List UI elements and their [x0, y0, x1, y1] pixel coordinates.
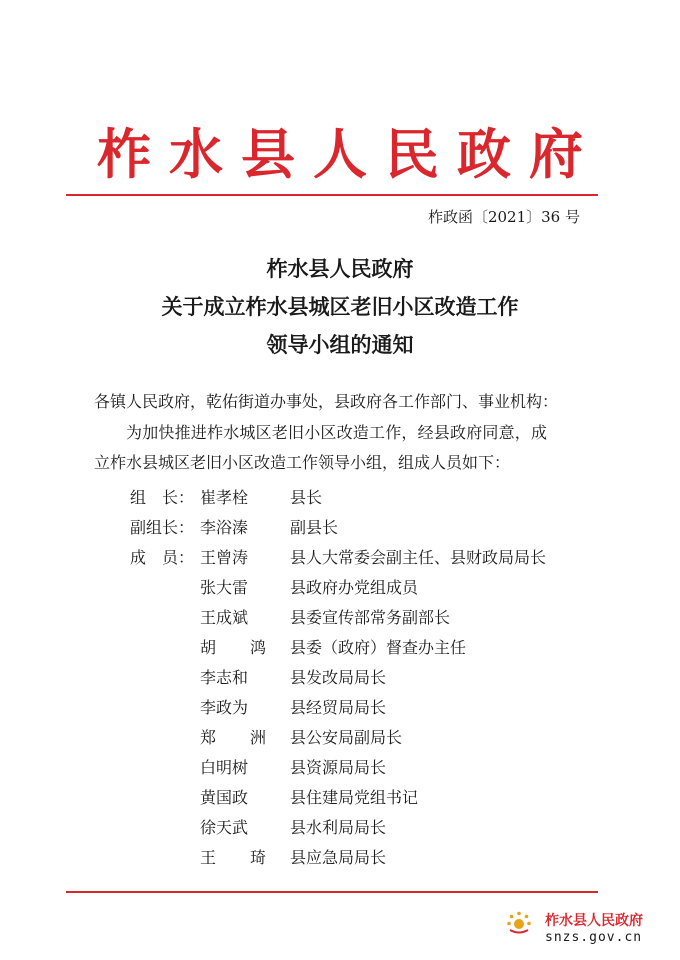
doc-title-line-1: 柞水县人民政府 — [266, 256, 414, 281]
document-number: 柞政函〔2021〕36 号 — [427, 208, 580, 226]
salutation: 各镇人民政府，乾佑街道办事处，县政府各工作部门、事业机构： — [94, 392, 559, 411]
member-post: 县资源局局长 — [290, 758, 387, 777]
member-post: 县公安局副局长 — [290, 728, 403, 747]
member-name: 黄国政 — [200, 788, 249, 807]
member-name: 王成斌 — [200, 608, 249, 627]
footer-site-url[interactable]: snzs.gov.cn — [545, 930, 643, 945]
member-post: 县水利局局长 — [290, 818, 387, 837]
member-post: 县应急局局长 — [290, 848, 387, 867]
member-post: 县长 — [290, 488, 323, 507]
member-post: 县发改局局长 — [290, 668, 387, 687]
member-name: 王曾涛 — [200, 548, 249, 567]
member-name: 张大雷 — [200, 578, 249, 597]
member-post: 县人大常委会副主任、县财政局局长 — [290, 548, 547, 567]
member-post: 县委宣传部常务副部长 — [290, 608, 451, 627]
body-line-2: 立柞水县城区老旧小区改造工作领导小组，组成人员如下： — [94, 453, 511, 472]
member-post: 副县长 — [290, 518, 339, 537]
header-org-title: 柞水县人民政府 — [97, 122, 601, 186]
member-name: 李政为 — [200, 698, 249, 717]
header-divider — [66, 194, 598, 196]
member-post: 县住建局党组书记 — [290, 788, 419, 807]
role-members: 成 员： — [130, 548, 195, 567]
role-deputy: 副组长： — [130, 518, 195, 537]
sunburst-logo-icon — [506, 910, 532, 936]
body-line-1: 为加快推进柞水城区老旧小区改造工作，经县政府同意，成 — [126, 423, 548, 442]
doc-title-line-2: 关于成立柞水县城区老旧小区改造工作 — [161, 294, 519, 319]
member-name: 崔孝栓 — [200, 488, 249, 507]
doc-title-line-3: 领导小组的通知 — [266, 332, 414, 357]
member-post: 县委（政府）督查办主任 — [290, 638, 467, 657]
member-name: 胡鸿 — [200, 638, 266, 657]
footer-gov-name: 柞水县人民政府 — [545, 913, 643, 929]
member-name: 郑洲 — [200, 728, 266, 747]
role-leader: 组 长： — [130, 488, 195, 507]
member-name: 李志和 — [200, 668, 249, 687]
member-name: 徐天武 — [200, 818, 249, 837]
member-name: 王琦 — [200, 848, 266, 867]
member-name: 李浴溱 — [200, 518, 249, 537]
member-post: 县政府办党组成员 — [290, 578, 419, 597]
member-post: 县经贸局局长 — [290, 698, 387, 717]
footer-divider — [66, 891, 598, 893]
member-name: 白明树 — [200, 758, 249, 777]
